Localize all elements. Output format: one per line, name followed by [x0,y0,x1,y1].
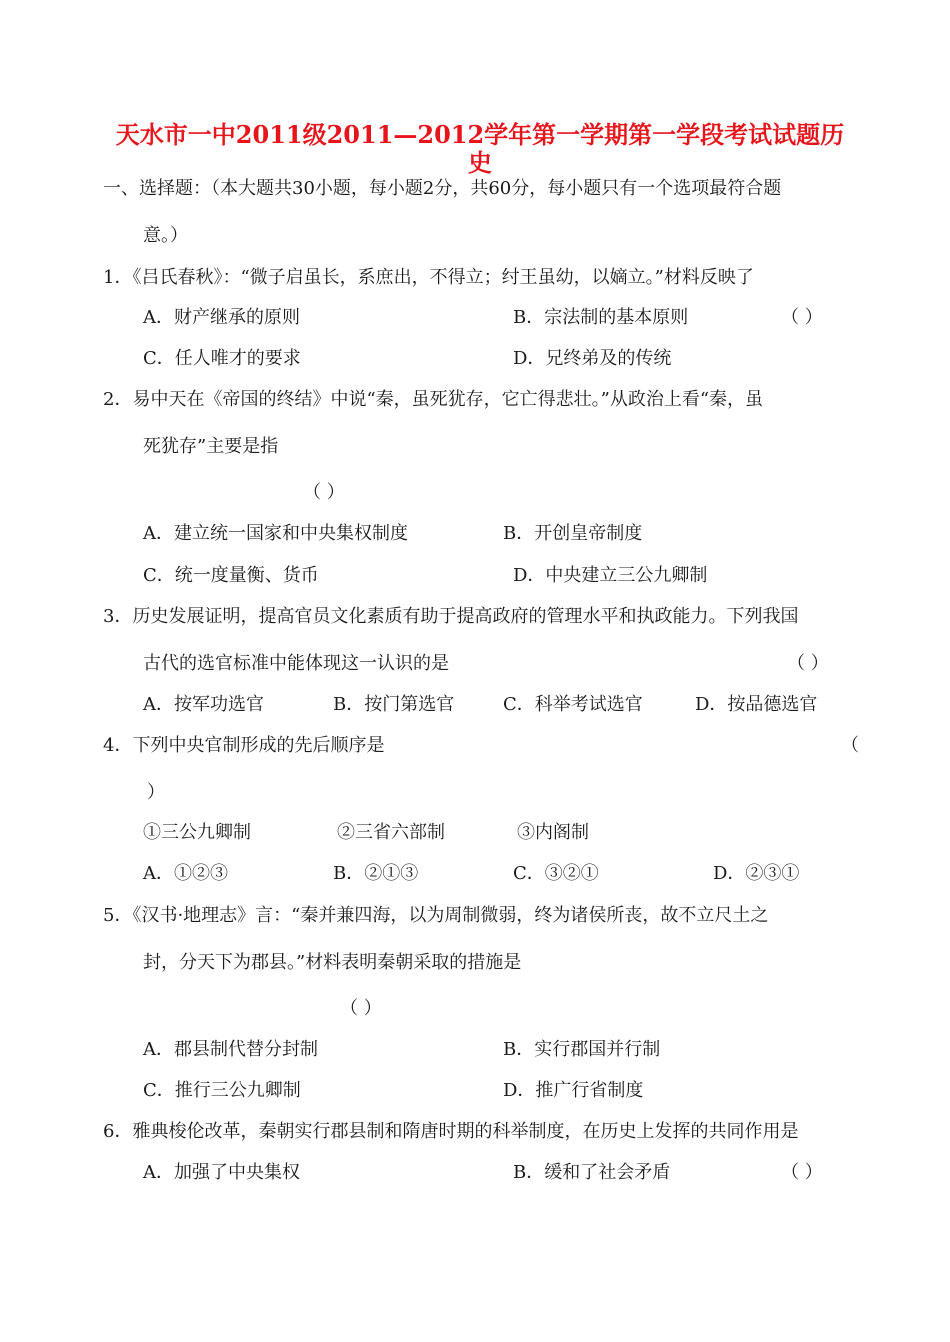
section-heading: 一、选择题：（本大题共30小题，每小题2分，共60分，每小题只有一个选项最符合题 [103,178,782,199]
question-6-stem: 6．雅典梭伦改革，秦朝实行郡县制和隋唐时期的科举制度，在历史上发挥的共同作用是 [103,1121,799,1142]
question-4-item-1: ①三公九卿制 [143,822,251,843]
question-2-answer-blank: （ ） [303,482,345,503]
question-2-stem: 2．易中天在《帝国的终结》中说“秦，虽死犹存，它亡得悲壮。”从政治上看“秦，虽 [103,389,764,410]
question-4-item-2: ②三省六部制 [337,822,445,843]
question-3-option-b: B．按门第选官 [333,694,455,715]
exam-title-line2: 史 [468,148,492,177]
question-5-stem: 5．《汉书·地理志》言：“秦并兼四海，以为周制微弱，终为诸侯所丧，故不立尺土之 [103,905,769,926]
question-4-option-a: A．①②③ [143,863,228,884]
question-1-option-a: A．财产继承的原则 [143,307,300,328]
question-4-blank-open: （ [841,735,859,756]
question-5-option-c: C．推行三公九卿制 [143,1080,301,1101]
question-1-option-c: C．任人唯才的要求 [143,348,301,369]
question-3-option-d: D．按品德选官 [695,694,818,715]
question-5-option-a: A．郡县制代替分封制 [143,1039,318,1060]
question-1-answer-blank: （ ） [781,307,823,328]
question-6-option-b: B．缓和了社会矛盾 [513,1162,671,1183]
question-3-option-c: C．科举考试选官 [503,694,643,715]
question-3-stem: 3．历史发展证明，提高官员文化素质有助于提高政府的管理水平和执政能力。下列我国 [103,606,799,627]
question-3-answer-blank: （ ） [787,653,829,674]
question-6-option-a: A．加强了中央集权 [143,1162,300,1183]
question-4-item-3: ③内阁制 [517,822,589,843]
question-1-stem: 1．《吕氏春秋》：“微子启虽长，系庶出，不得立；纣王虽幼，以嫡立。”材料反映了 [103,267,754,288]
question-2-option-d: D．中央建立三公九卿制 [513,565,708,586]
question-5-stem-continued: 封，分天下为郡县。”材料表明秦朝采取的措施是 [143,952,522,973]
question-2-stem-continued: 死犹存”主要是指 [143,436,279,457]
question-2-option-c: C．统一度量衡、货币 [143,565,319,586]
question-2-option-b: B．开创皇帝制度 [503,523,643,544]
question-4-option-c: C．③②① [513,863,599,884]
exam-title-line1: 天水市一中2011级2011—2012学年第一学期第一学段考试试题历 [115,120,845,149]
question-1-option-b: B．宗法制的基本原则 [513,307,689,328]
question-2-option-a: A．建立统一国家和中央集权制度 [143,523,408,544]
question-3-stem-continued: 古代的选官标准中能体现这一认识的是 [143,653,449,674]
question-3-option-a: A．按军功选官 [143,694,264,715]
question-5-answer-blank: （ ） [340,998,382,1019]
question-1-option-d: D．兄终弟及的传统 [513,348,672,369]
question-6-answer-blank: （ ） [781,1162,823,1183]
question-5-option-b: B．实行郡国并行制 [503,1039,661,1060]
question-4-stem: 4．下列中央官制形成的先后顺序是 [103,735,385,756]
question-5-option-d: D．推广行省制度 [503,1080,644,1101]
question-4-option-d: D．②③① [713,863,800,884]
section-heading-continued: 意。） [143,225,188,246]
question-4-blank-close: ） [147,782,165,803]
question-4-option-b: B．②①③ [333,863,419,884]
